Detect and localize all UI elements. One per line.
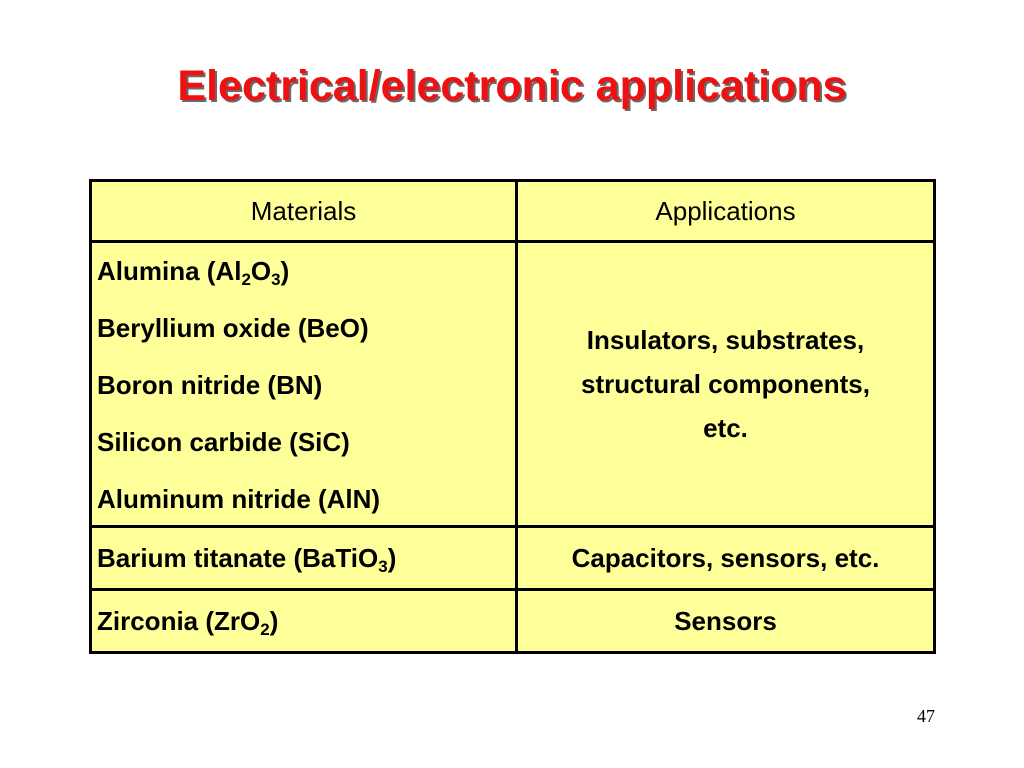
application-insulators-cell xyxy=(517,242,935,527)
materials-group-cell xyxy=(91,242,517,527)
application-line: Insulators, substrates, xyxy=(586,325,865,355)
application-capacitors: Capacitors, sensors, etc. xyxy=(517,527,935,590)
header-applications: Applications xyxy=(517,181,935,242)
table-row xyxy=(91,527,935,590)
material-silicon-carbide: Silicon carbide (SiC) xyxy=(97,427,350,457)
material-aluminum-nitride: Aluminum nitride (AlN) xyxy=(97,484,381,514)
material-boron-nitride: Boron nitride (BN) xyxy=(97,370,323,400)
table-row xyxy=(91,590,935,653)
materials-applications-table xyxy=(89,179,936,654)
slide-title: Electrical/electronic applications xyxy=(177,62,847,110)
application-line: etc. xyxy=(703,413,748,443)
material-barium-titanate: Barium titanate (BaTiO$_3$) xyxy=(91,527,517,590)
material-alumina: Alumina $(Al_2O_3)$ xyxy=(97,256,290,289)
material-beryllium-oxide: Beryllium oxide (BeO) xyxy=(97,313,369,343)
application-line: structural components, xyxy=(581,369,870,399)
page-number: 47 xyxy=(917,706,935,726)
table-header-row xyxy=(91,181,935,242)
application-sensors: Sensors xyxy=(517,590,935,653)
table-row xyxy=(91,242,935,527)
header-materials: Materials xyxy=(91,181,517,242)
material-zirconia: Zirconia (ZrO$_2$) xyxy=(91,590,517,653)
